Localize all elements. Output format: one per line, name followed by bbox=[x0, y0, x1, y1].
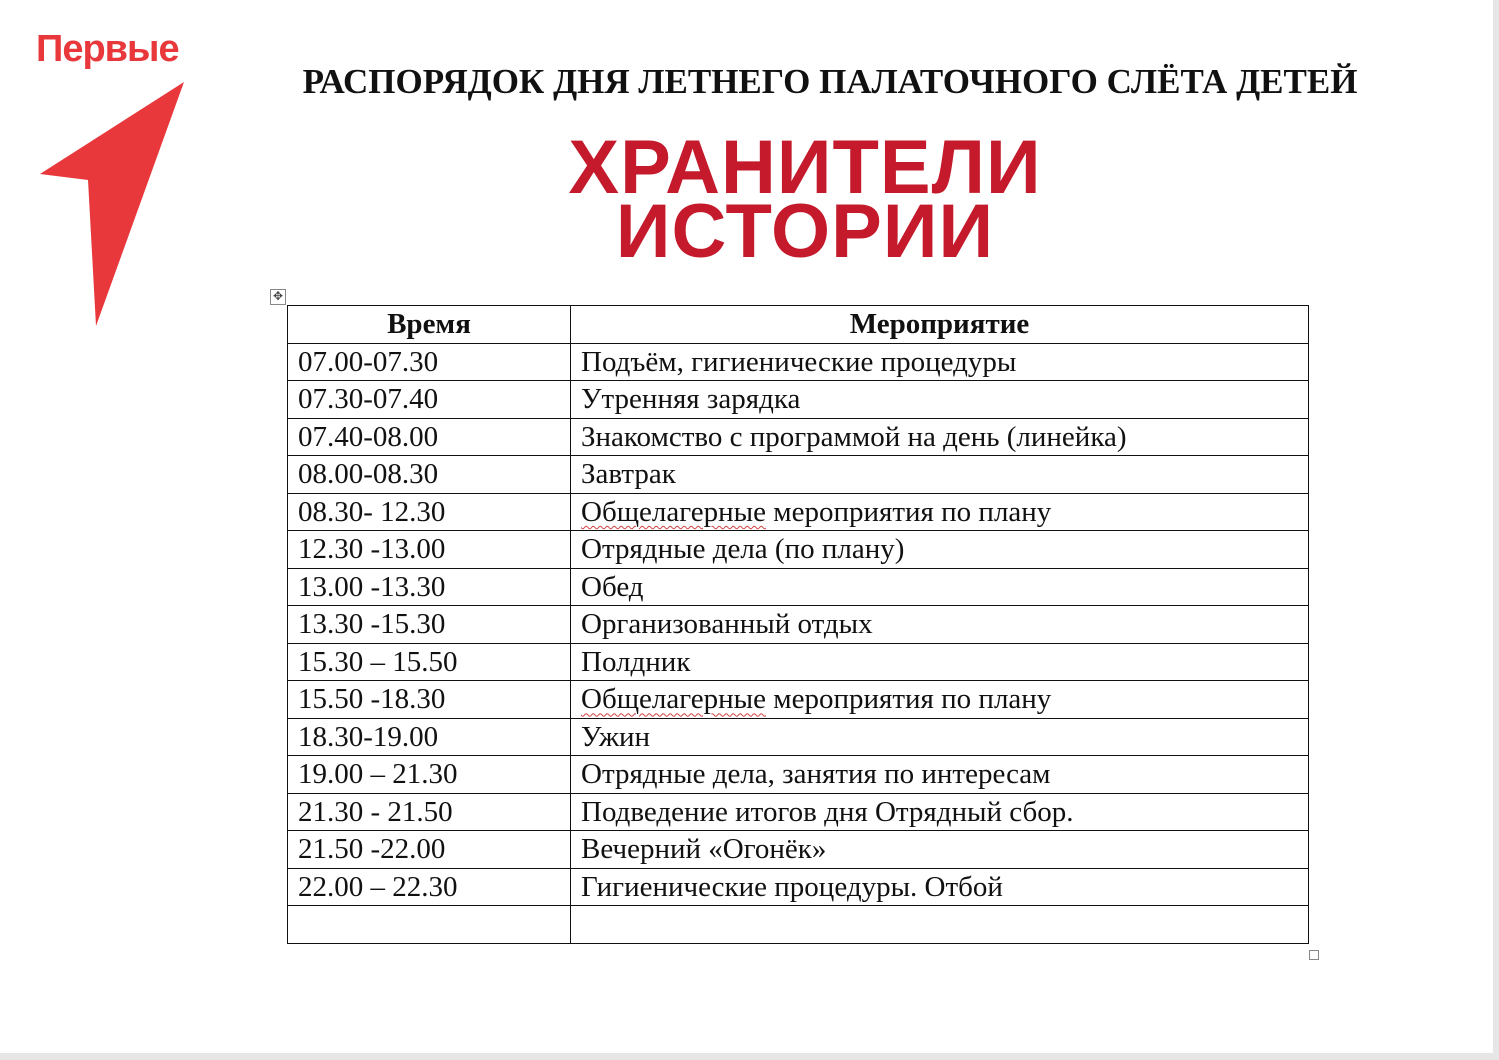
table-row bbox=[288, 681, 1309, 719]
event-cell: Подъём, гигиенические процедуры bbox=[571, 343, 1309, 381]
time-cell: 07.40-08.00 bbox=[288, 418, 571, 456]
event-cell: Знакомство с программой на день (линейка) bbox=[571, 418, 1309, 456]
table-row bbox=[288, 493, 1309, 531]
spellcheck-word: Общелагерные bbox=[581, 683, 767, 716]
event-cell: Полдник bbox=[571, 643, 1309, 681]
event-text: мероприятия по плану bbox=[766, 683, 1052, 716]
table-row bbox=[288, 531, 1309, 569]
event-cell: Организованный отдых bbox=[571, 606, 1309, 644]
page-title: РАСПОРЯДОК ДНЯ ЛЕТНЕГО ПАЛАТОЧНОГО СЛЁТА ДЕТЕЙ bbox=[302, 62, 1358, 101]
table-row bbox=[288, 418, 1309, 456]
event-cell: Утренняя зарядка bbox=[571, 381, 1309, 419]
event-cell bbox=[571, 681, 1309, 719]
time-cell: 08.30- 12.30 bbox=[288, 493, 571, 531]
table-row bbox=[288, 343, 1309, 381]
table-row bbox=[288, 718, 1309, 756]
event-cell: Обед bbox=[571, 568, 1309, 606]
table-row-empty bbox=[288, 906, 1309, 944]
event-cell: Отрядные дела, занятия по интересам bbox=[571, 756, 1309, 794]
table-header-row bbox=[288, 306, 1309, 344]
table-move-handle-icon[interactable]: ✥ bbox=[270, 289, 286, 305]
table-row bbox=[288, 456, 1309, 494]
time-cell: 22.00 – 22.30 bbox=[288, 868, 571, 906]
time-cell: 18.30-19.00 bbox=[288, 718, 571, 756]
event-cell bbox=[571, 493, 1309, 531]
event-logo-line2: ИСТОРИИ bbox=[615, 189, 995, 274]
time-cell: 13.00 -13.30 bbox=[288, 568, 571, 606]
event-cell: Вечерний «Огонёк» bbox=[571, 831, 1309, 869]
brand-logo-text: Первые bbox=[36, 28, 179, 70]
schedule-table bbox=[287, 305, 1309, 944]
table-row bbox=[288, 831, 1309, 869]
event-cell: Отрядные дела (по плану) bbox=[571, 531, 1309, 569]
table-resize-handle-icon[interactable] bbox=[1309, 950, 1319, 960]
table-row bbox=[288, 381, 1309, 419]
table-row bbox=[288, 793, 1309, 831]
table-row bbox=[288, 568, 1309, 606]
event-logo-line1: ХРАНИТЕЛИ bbox=[568, 125, 1042, 210]
header-event: Мероприятие bbox=[571, 306, 1309, 344]
time-cell: 13.30 -15.30 bbox=[288, 606, 571, 644]
spellcheck-word: Общелагерные bbox=[581, 495, 767, 528]
table-row bbox=[288, 868, 1309, 906]
time-cell bbox=[288, 906, 571, 944]
event-cell bbox=[571, 906, 1309, 944]
brand-one-logo-icon bbox=[36, 78, 186, 328]
time-cell: 19.00 – 21.30 bbox=[288, 756, 571, 794]
event-cell: Ужин bbox=[571, 718, 1309, 756]
event-cell: Гигиенические процедуры. Отбой bbox=[571, 868, 1309, 906]
table-row bbox=[288, 643, 1309, 681]
time-cell: 07.30-07.40 bbox=[288, 381, 571, 419]
time-cell: 07.00-07.30 bbox=[288, 343, 571, 381]
time-cell: 12.30 -13.00 bbox=[288, 531, 571, 569]
event-text: мероприятия по плану bbox=[766, 495, 1052, 528]
time-cell: 21.30 - 21.50 bbox=[288, 793, 571, 831]
table-row bbox=[288, 756, 1309, 794]
event-cell: Подведение итогов дня Отрядный сбор. bbox=[571, 793, 1309, 831]
time-cell: 21.50 -22.00 bbox=[288, 831, 571, 869]
time-cell: 08.00-08.30 bbox=[288, 456, 571, 494]
event-logo bbox=[540, 125, 1070, 274]
time-cell: 15.30 – 15.50 bbox=[288, 643, 571, 681]
table-row bbox=[288, 606, 1309, 644]
time-cell: 15.50 -18.30 bbox=[288, 681, 571, 719]
header-time: Время bbox=[288, 306, 571, 344]
event-cell: Завтрак bbox=[571, 456, 1309, 494]
